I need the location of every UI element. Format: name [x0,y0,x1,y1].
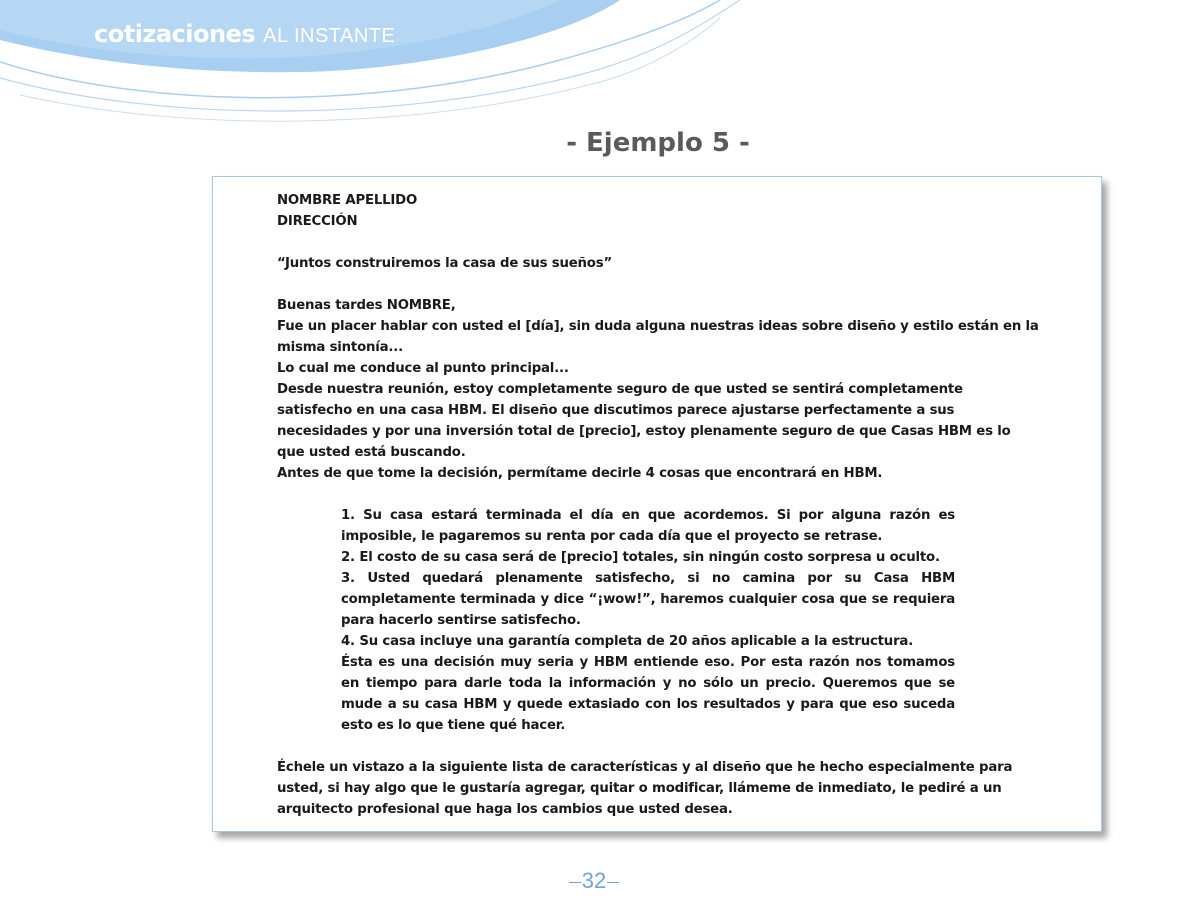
page-number-value: 32 [581,868,607,893]
brand-name-bold: cotizaciones [94,20,256,48]
list-item: 3. Usted quedará plenamente satisfecho, si no camina por su Casa HBM completamente terminada y dice “¡wow!”, haremos cualquier cosa que se requiera para hacerlo sentirse satisfecho. [341,571,955,628]
indent-closing-paragraph: Ésta es una decisión muy seria y HBM entiende eso. Por esta razón nos tomamos en tiempo para darle toda la información y no sólo un precio. Queremos que se mude a su casa HBM y quede extasiado con los resultados y para que eso suceda esto es lo que tiene qué hacer. [341,655,955,733]
letter-body [277,190,1041,820]
page-title: - Ejemplo 5 - [566,128,750,158]
brand-logo [94,20,395,52]
promise-list [341,505,955,736]
recipient-name: NOMBRE APELLIDO [277,193,418,208]
letter-example-box [212,176,1102,832]
letter-paragraph: Lo cual me conduce al punto principal... [277,361,569,376]
page-number [0,868,1188,894]
letter-closing-paragraph: Échele un vistazo a la siguiente lista de características y al diseño que he hecho especialmente para usted, si hay algo que le gustaría agregar, quitar o modificar, llámeme de inmediato, le pediré a un arquitecto profesional que haga los cambios que usted desea. [277,760,1013,817]
list-item: 2. El costo de su casa será de [precio] totales, sin ningún costo sorpresa u oculto. [341,550,940,565]
letter-paragraph: Fue un placer hablar con usted el [día], sin duda alguna nuestras ideas sobre diseño y estilo están en la misma sintonía... [277,319,1039,355]
letter-greeting: Buenas tardes NOMBRE, [277,298,456,313]
list-item: 4. Su casa incluye una garantía completa de 20 años aplicable a la estructura. [341,634,914,649]
brand-name-light: AL INSTANTE [263,25,396,47]
recipient-address: DIRECCIÓN [277,214,358,229]
letter-slogan: “Juntos construiremos la casa de sus sueños” [277,256,612,271]
letter-paragraph: Desde nuestra reunión, estoy completamente seguro de que usted se sentirá completamente satisfecho en una casa HBM. El diseño que discutimos parece ajustarse perfectamente a sus necesidades y por una inversión total de [precio], estoy plenamente seguro de que Casas HBM es lo que usted está buscando. [277,382,1011,460]
letter-paragraph: Antes de que tome la decisión, permítame decirle 4 cosas que encontrará en HBM. [277,466,883,481]
list-item: 1. Su casa estará terminada el día en que acordemos. Si por alguna razón es imposible, le pagaremos su renta por cada día que el proyecto se retrase. [341,508,955,544]
